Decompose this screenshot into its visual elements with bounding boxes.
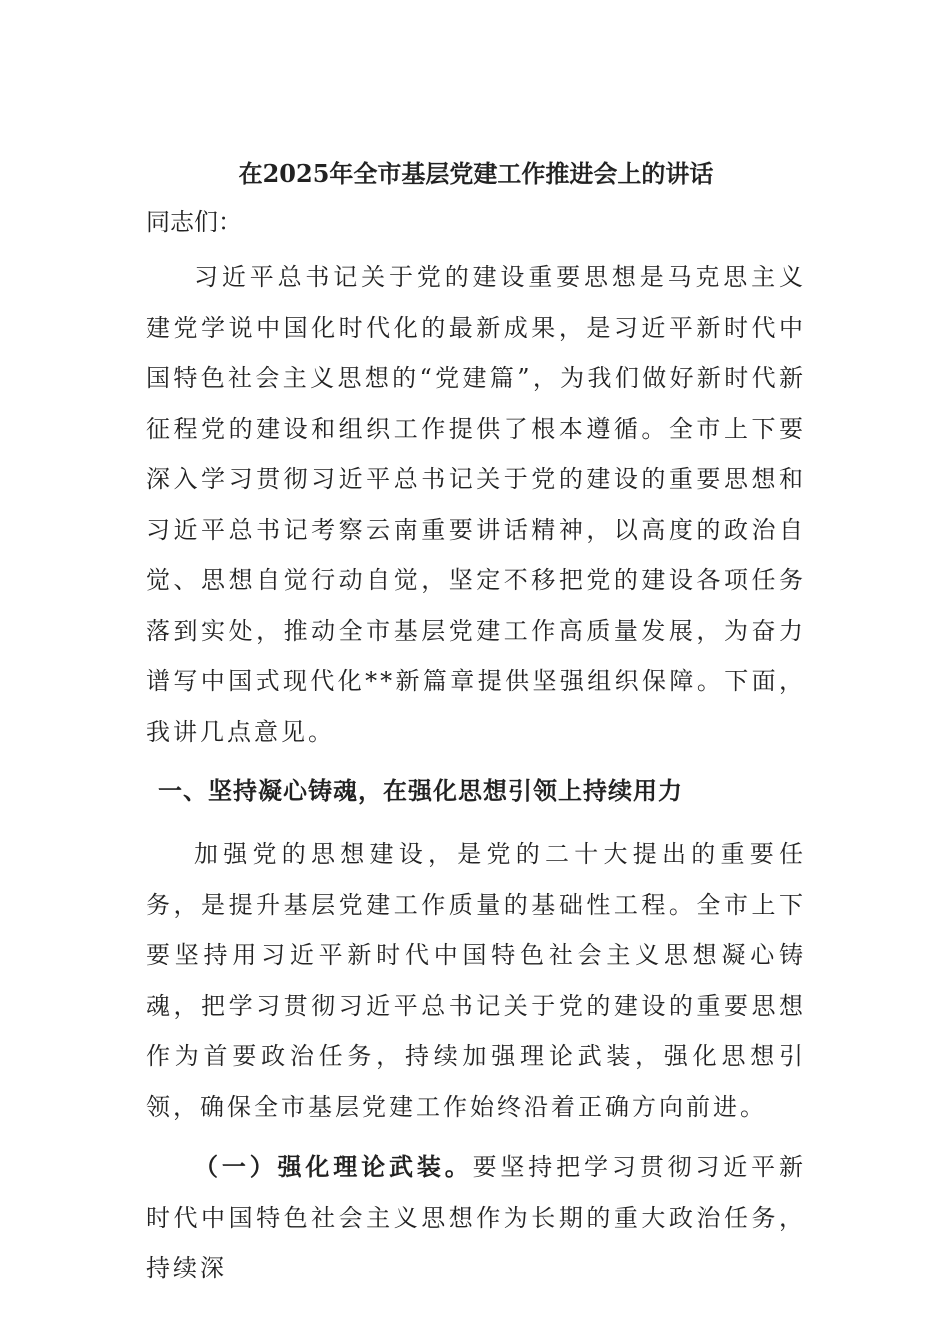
section-1-paragraph: 加强党的思想建设，是党的二十大提出的重要任务，是提升基层党建工作质量的基础性工程。全市上下要坚持用习近平新时代中国特色社会主义思想凝心铸魂，把学习贯彻习近平总书记关于党的建设的重要思想作为首要政治任务，持续加强理论武装，强化思想引领，确保全市基层党建工作始终沿着正确方向前进。 [146,840,806,1121]
salutation: 同志们： [146,208,242,236]
subsection-1-paragraph [146,1142,806,1294]
section-heading-1: 一、坚持凝心铸魂，在强化思想引领上持续用力 [158,776,683,805]
document-title: 在2025年全市基层党建工作推进会上的讲话 [238,159,714,188]
subsection-1-text: 要坚持把学习贯彻习近平新时代中国特色社会主义思想作为长期的重大政治任务，持续深 [146,1153,807,1282]
intro-paragraph: 习近平总书记关于党的建设重要思想是马克思主义建党学说中国化时代化的最新成果，是习近平新时代中国特色社会主义思想的“党建篇”，为我们做好新时代新征程党的建设和组织工作提供了根本遵循。全市上下要深入学习贯彻习近平总书记关于党的建设的重要思想和习近平总书记考察云南重要讲话精神，以高度的政治自觉、思想自觉行动自觉，坚定不移把党的建设各项任务落到实处，推动全市基层党建工作高质量发展，为奋力谱写中国式现代化**新篇章提供坚强组织保障。下面，我讲几点意见。 [146,263,806,746]
subsection-1-lead: （一）强化理论武装。 [194,1152,473,1181]
document-body [146,150,806,1304]
